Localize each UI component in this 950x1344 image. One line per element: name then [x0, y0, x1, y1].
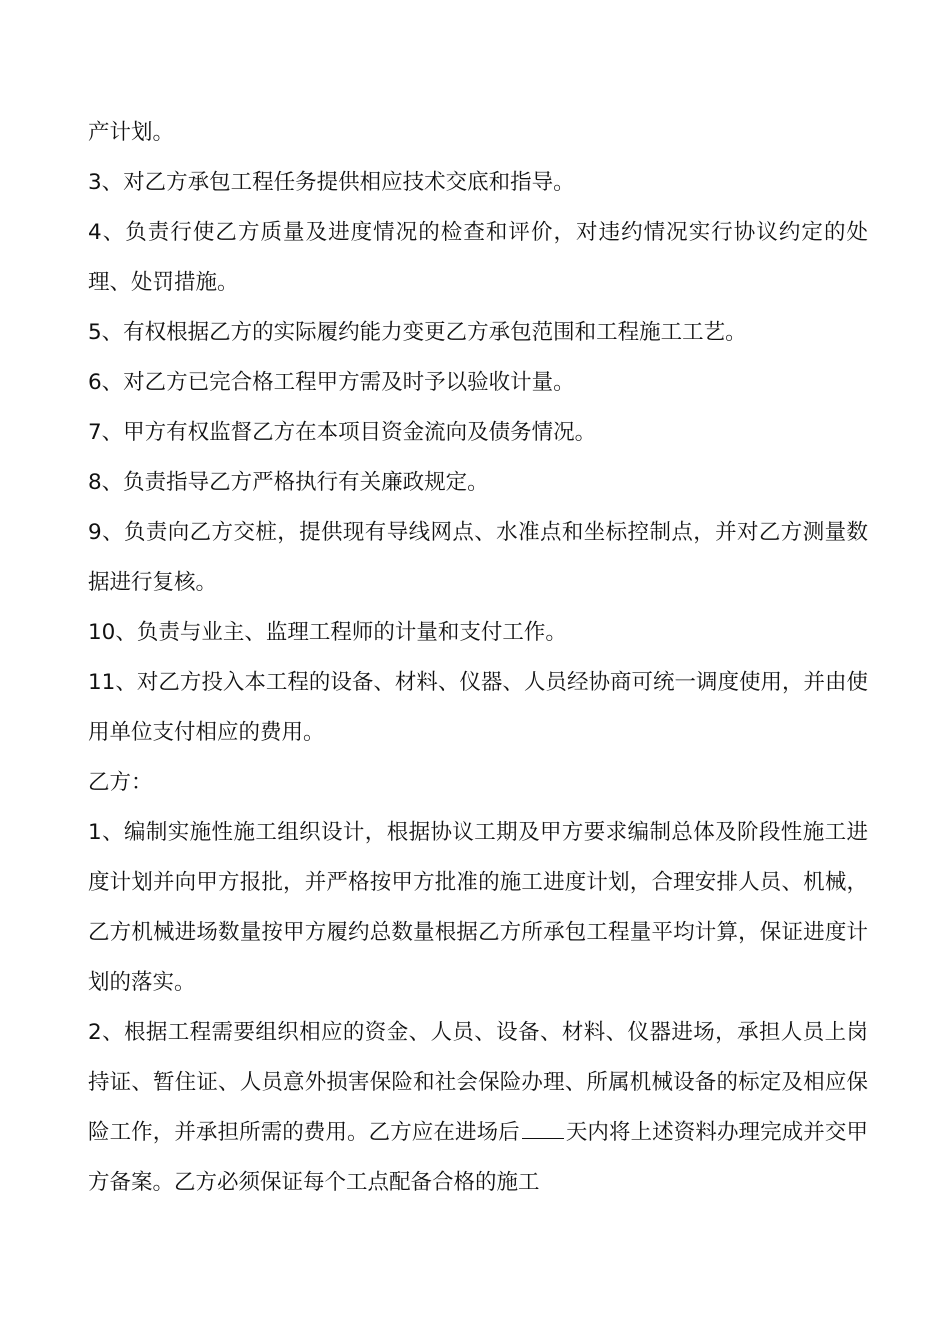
section-heading-party-b: 乙方： [88, 770, 153, 795]
paragraph-continuation: 产计划。 [88, 120, 175, 145]
fill-in-blank [522, 1116, 564, 1139]
paragraph-item-4: 4、负责行使乙方质量及进度情况的检查和评价，对违约情况实行协议约定的处理、处罚措施。 [88, 220, 868, 295]
paragraph-item-10: 10、负责与业主、监理工程师的计量和支付工作。 [88, 620, 567, 645]
paragraph-item-11: 11、对乙方投入本工程的设备、材料、仪器、人员经协商可统一调度使用，并由使用单位支付相应的费用。 [88, 670, 868, 745]
paragraph-item-8: 8、负责指导乙方严格执行有关廉政规定。 [88, 470, 489, 495]
paragraph-item-5: 5、有权根据乙方的实际履约能力变更乙方承包范围和工程施工工艺。 [88, 320, 747, 345]
paragraph-text-after-blank: 天内将上述资料办理完成并交甲方备案。乙方必须保证每个工点配备合格的施工 [88, 1120, 868, 1195]
paragraph-party-b-item-2 [88, 1008, 868, 1208]
paragraph-text-before-blank: 2、根据工程需要组织相应的资金、人员、设备、材料、仪器进场，承担人员上岗持证、暂住证、人员意外损害保险和社会保险办理、所属机械设备的标定及相应保险工作，并承担所需的费用。乙方应在进场后 [88, 1020, 868, 1145]
paragraph-item-3: 3、对乙方承包工程任务提供相应技术交底和指导。 [88, 170, 575, 195]
paragraph-item-6: 6、对乙方已完合格工程甲方需及时予以验收计量。 [88, 370, 575, 395]
paragraph-item-7: 7、甲方有权监督乙方在本项目资金流向及债务情况。 [88, 420, 597, 445]
paragraph-item-9: 9、负责向乙方交桩，提供现有导线网点、水准点和坐标控制点，并对乙方测量数据进行复核。 [88, 520, 868, 595]
paragraph-party-b-item-1: 1、编制实施性施工组织设计，根据协议工期及甲方要求编制总体及阶段性施工进度计划并向甲方报批，并严格按甲方批准的施工进度计划，合理安排人员、机械，乙方机械进场数量按甲方履约总数量根据乙方所承包工程量平均计算，保证进度计划的落实。 [88, 820, 868, 995]
document-page [88, 108, 868, 1208]
